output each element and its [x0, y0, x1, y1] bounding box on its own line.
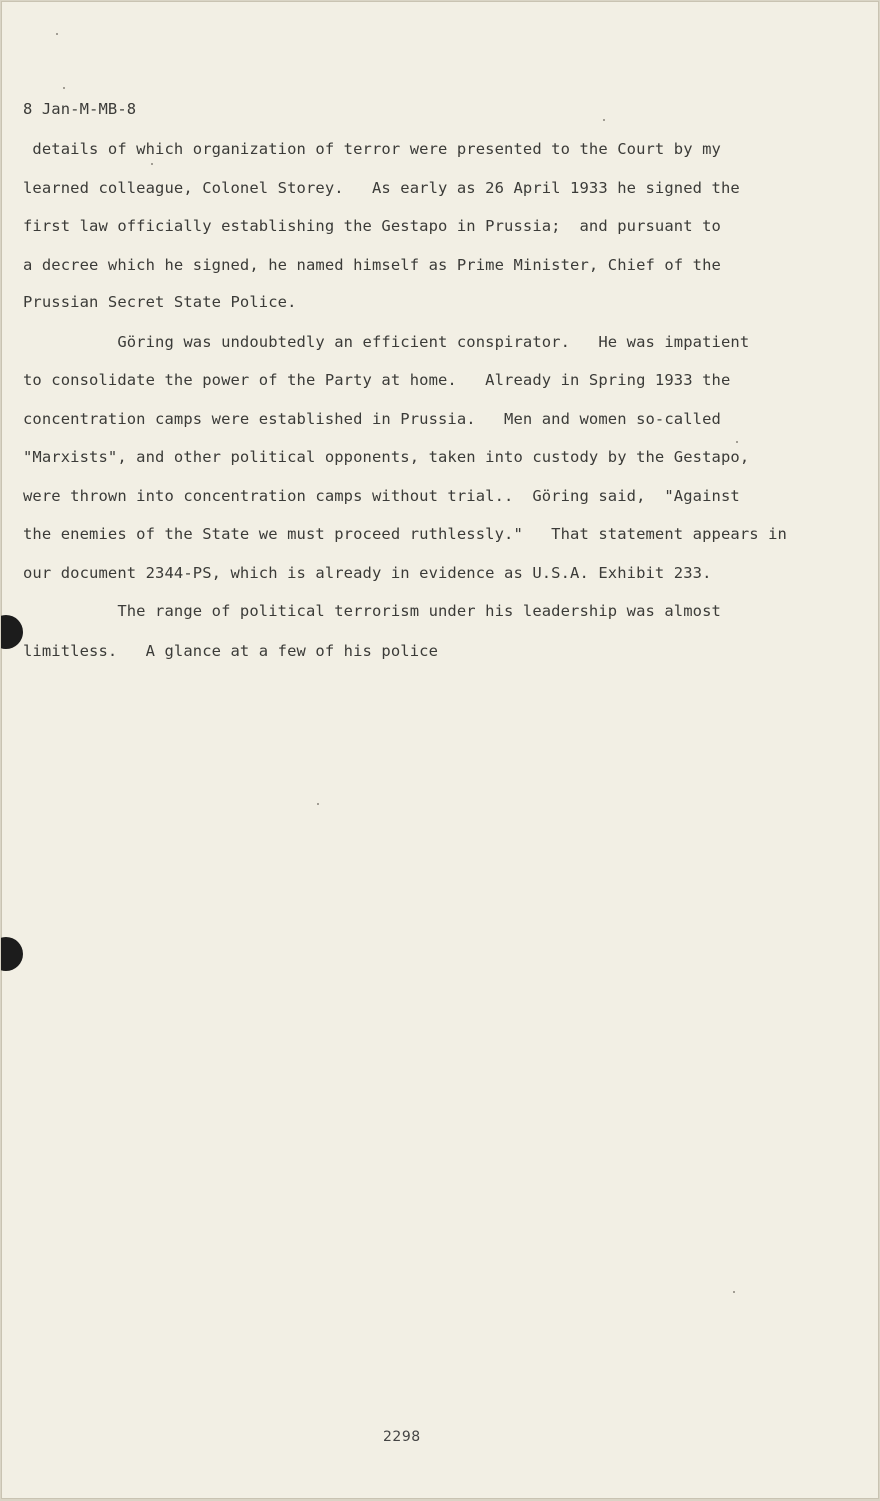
- body-line-9: "Marxists", and other political opponents, taken into custody by the Gestapo,: [23, 448, 750, 466]
- document-header-code: 8 Jan-M-MB-8: [23, 100, 137, 118]
- body-line-1: details of which organization of terror were presented to the Court by my: [23, 140, 721, 158]
- punch-hole-bottom: [1, 937, 23, 971]
- page-number: 2298: [383, 1429, 421, 1445]
- body-line-6: Göring was undoubtedly an efficient conspirator. He was impatient: [23, 333, 750, 351]
- paper-speck: [56, 33, 58, 35]
- paper-speck: [151, 163, 153, 165]
- body-line-11: the enemies of the State we must proceed ruthlessly." That statement appears in: [23, 525, 787, 543]
- body-line-14: limitless. A glance at a few of his police: [23, 642, 438, 660]
- body-line-4: a decree which he signed, he named himself as Prime Minister, Chief of the: [23, 256, 721, 274]
- paper-speck: [63, 87, 65, 89]
- paper-speck: [603, 119, 605, 121]
- body-line-2: learned colleague, Colonel Storey. As early as 26 April 1933 he signed the: [23, 179, 740, 197]
- body-line-10: were thrown into concentration camps without trial.. Göring said, "Against: [23, 487, 740, 505]
- paper-speck: [317, 803, 319, 805]
- document-page: [1, 1, 879, 1499]
- paper-speck: [736, 441, 738, 443]
- body-line-7: to consolidate the power of the Party at home. Already in Spring 1933 the: [23, 371, 731, 389]
- body-line-3: first law officially establishing the Gestapo in Prussia; and pursuant to: [23, 217, 721, 235]
- punch-hole-top: [1, 615, 23, 649]
- body-line-8: concentration camps were established in Prussia. Men and women so-called: [23, 410, 721, 428]
- paper-speck: [733, 1291, 735, 1293]
- body-line-12: our document 2344-PS, which is already in evidence as U.S.A. Exhibit 233.: [23, 564, 712, 582]
- body-line-13: The range of political terrorism under his leadership was almost: [23, 602, 721, 620]
- body-line-5: Prussian Secret State Police.: [23, 293, 297, 311]
